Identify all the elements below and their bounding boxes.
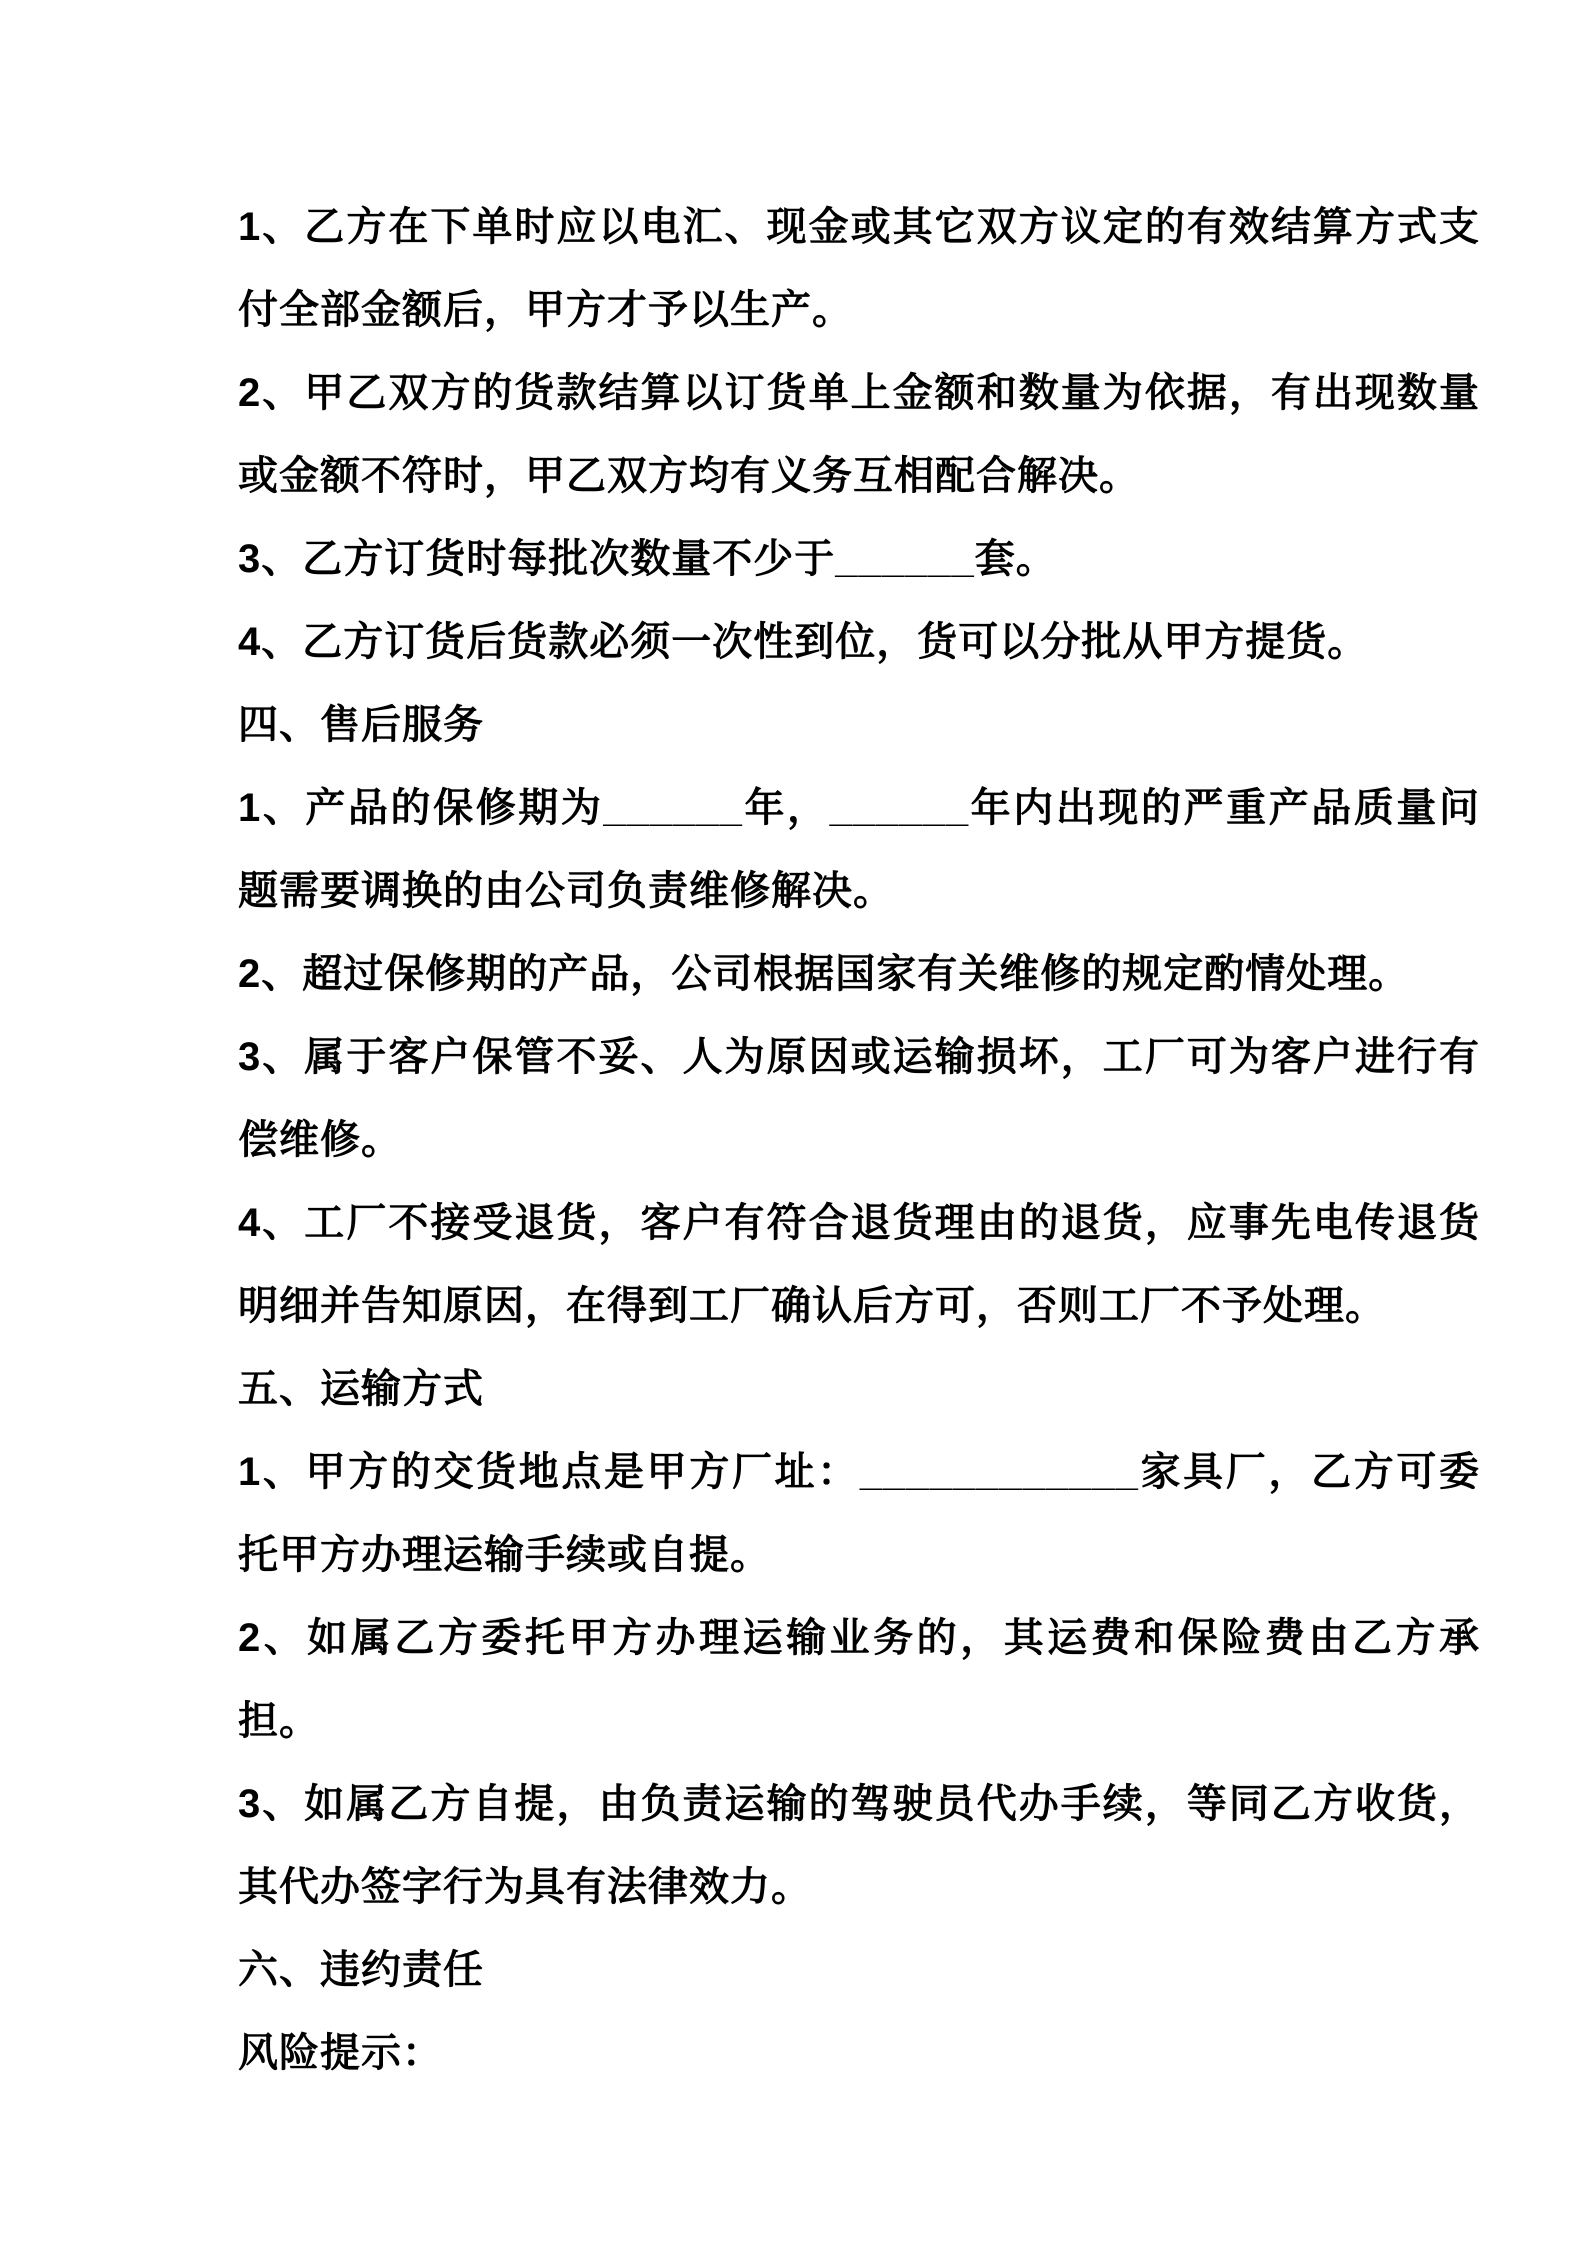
paragraph: 4、乙方订货后货款必须一次性到位，货可以分批从甲方提货。: [238, 620, 1369, 664]
paragraph: 2、甲乙双方的货款结算以订货单上金额和数量为依据，有出现数量或金额不符时，甲乙双方均有义务互相配合解决。: [238, 371, 1480, 498]
section-heading: 五、运输方式: [238, 1367, 484, 1411]
paragraph: 3、乙方订货时每批次数量不少于______套。: [238, 537, 1057, 581]
paragraph: 风险提示：: [238, 2031, 443, 2075]
section-heading: 四、售后服务: [238, 703, 484, 747]
paragraph: 3、如属乙方自提，由负责运输的驾驶员代办手续，等同乙方收货，其代办签字行为具有法律效力。: [238, 1782, 1480, 1909]
paragraph: 1、乙方在下单时应以电汇、现金或其它双方议定的有效结算方式支付全部金额后，甲方才予以生产。: [238, 205, 1480, 332]
document-body: [238, 186, 1480, 2095]
paragraph: 4、工厂不接受退货，客户有符合退货理由的退货，应事先电传退货明细并告知原因，在得到工厂确认后方可，否则工厂不予处理。: [238, 1201, 1480, 1328]
paragraph: 3、属于客户保管不妥、人为原因或运输损坏，工厂可为客户进行有偿维修。: [238, 1035, 1480, 1162]
paragraph: 2、超过保修期的产品，公司根据国家有关维修的规定酌情处理。: [238, 952, 1410, 996]
section-heading: 六、违约责任: [238, 1948, 484, 1992]
paragraph: 1、甲方的交货地点是甲方厂址：____________家具厂，乙方可委托甲方办理运输手续或自提。: [238, 1450, 1480, 1577]
paragraph: 2、如属乙方委托甲方办理运输业务的，其运费和保险费由乙方承担。: [238, 1616, 1480, 1743]
paragraph: 1、产品的保修期为______年，______年内出现的严重产品质量问题需要调换的由公司负责维修解决。: [238, 786, 1480, 913]
